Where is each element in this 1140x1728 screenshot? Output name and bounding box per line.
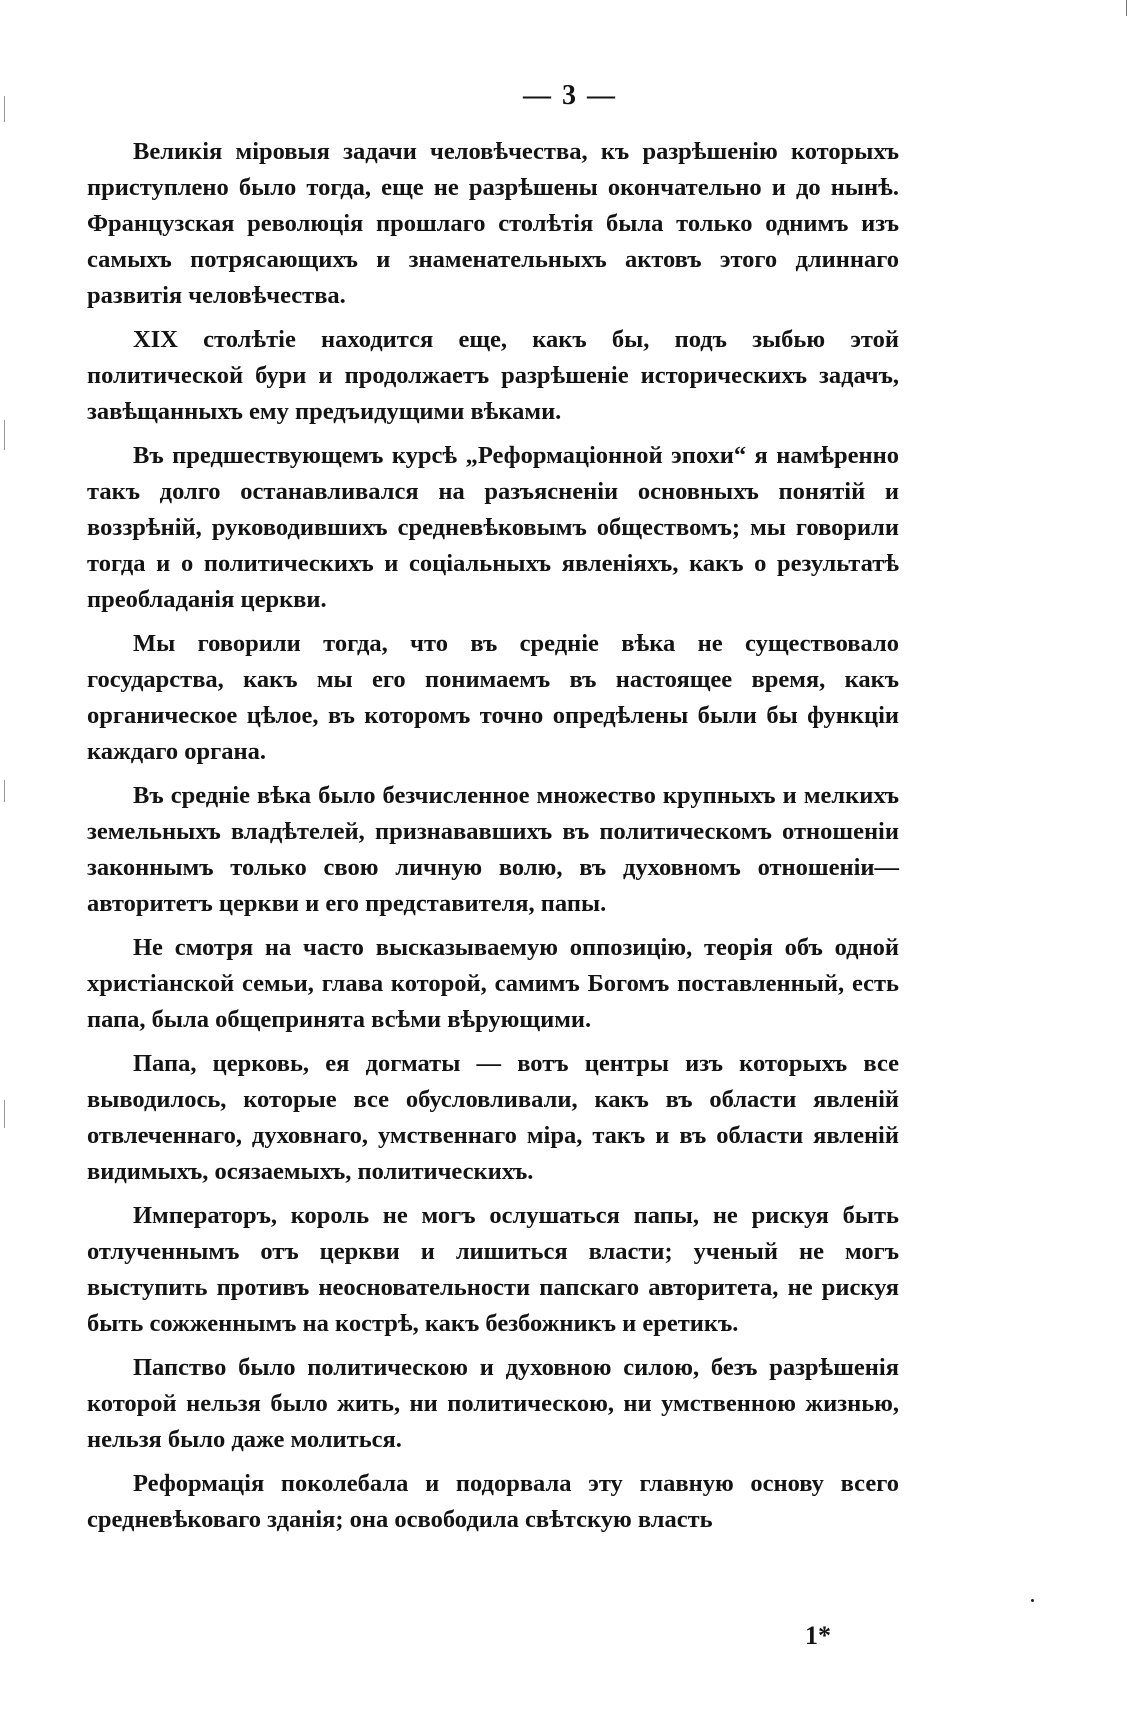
paragraph: Въ средніе вѣка было безчисленное множество крупныхъ и мелкихъ земельныхъ владѣтелей, признававшихъ въ политическомъ отношеніи законнымъ только свою личную волю, въ духовномъ отношеніи—авторитетъ церкви и его представителя, папы. <box>87 782 899 917</box>
paragraph: Мы говорили тогда, что въ средніе вѣка не существовало государства, какъ мы его понимаемъ въ настоящее время, какъ органическое цѣлое, въ которомъ точно опредѣлены были бы функціи каждаго органа. <box>87 630 899 765</box>
paragraph: Великія міровыя задачи человѣчества, къ разрѣшенію которыхъ приступлено было тогда, еще не разрѣшены окончательно и до нынѣ. Французская революція прошлаго столѣтія была только однимъ изъ самыхъ потрясающихъ и знаменательныхъ актовъ этого длиннаго развитія человѣчества. <box>87 138 899 309</box>
margin-scan-mark <box>4 780 5 802</box>
body-text <box>87 134 899 1546</box>
paragraph: Не смотря на часто высказываемую оппозицію, теорія объ одной христіанской семьи, глава которой, самимъ Богомъ поставленный, есть папа, была общепринята всѣми вѣрующими. <box>87 934 899 1033</box>
margin-scan-mark <box>4 420 5 450</box>
paragraph: XIX столѣтіе находится еще, какъ бы, подъ зыбью этой политической бури и продолжаетъ разрѣшеніе историческихъ задачъ, завѣщанныхъ ему предъидущими вѣками. <box>87 326 899 425</box>
margin-scan-mark <box>4 1100 5 1128</box>
paragraph: Папа, церковь, ея догматы — вотъ центры изъ которыхъ все выводилось, которые все обусловливали, какъ въ области явленій отвлеченнаго, духовнаго, умственнаго міра, такъ и въ области явленій видимыхъ, осязаемыхъ, политическихъ. <box>87 1050 899 1185</box>
ink-speck <box>1031 1599 1034 1602</box>
page-number: — 3 — <box>523 80 617 111</box>
paragraph: Императоръ, король не могъ ослушаться папы, не рискуя быть отлученнымъ отъ церкви и лишиться власти; ученый не могъ выступить противъ неосновательности папскаго авторитета, не рискуя быть сожженнымъ на кострѣ, какъ безбожникъ и еретикъ. <box>87 1202 899 1337</box>
scan-edge-mark <box>1126 0 1127 16</box>
paragraph: Реформація поколебала и подорвала эту главную основу всего средневѣковаго зданія; она освободила свѣтскую власть <box>87 1470 899 1533</box>
paragraph: Папство было политическою и духовною силою, безъ разрѣшенія которой нельзя было жить, ни политическою, ни умственною жизнью, нельзя было даже молиться. <box>87 1354 899 1453</box>
signature-mark: 1* <box>805 1621 831 1650</box>
paragraph: Въ предшествующемъ курсѣ „Реформаціонной эпохи“ я намѣренно такъ долго останавливался на разъясненіи основныхъ понятій и воззрѣній, руководившихъ средневѣковымъ обществомъ; мы говорили тогда и о политическихъ и соціальныхъ явленіяхъ, какъ о результатѣ преобладанія церкви. <box>87 442 899 613</box>
